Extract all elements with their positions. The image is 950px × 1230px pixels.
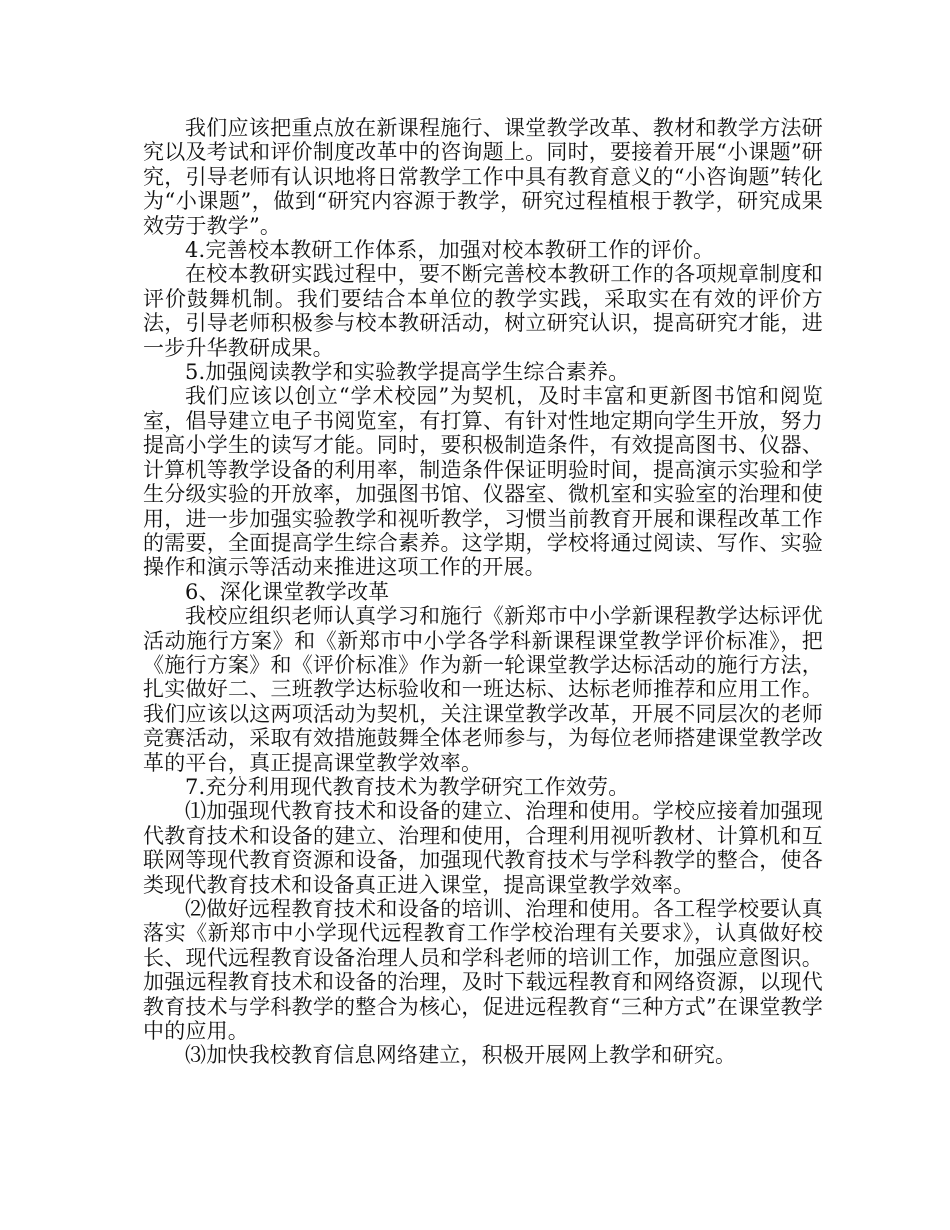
- document-body: [143, 116, 823, 1068]
- heading-item-6: 6、深化课堂教学改革: [185, 579, 390, 604]
- paragraph-item-6-body: 我校应组织老师认真学习和施行《新郑市中小学新课程教学达标评优活动施行方案》和《新郑市中小学各学科新课程课堂教学评价标准》，把《施行方案》和《评价标准》作为新一轮课堂教学达标活动的施行方法，扎实做好二、三班教学达标验收和一班达标、达标老师推荐和应用工作。我们应该以这两项活动为契机，关注课堂教学改革，开展不同层次的老师竞赛活动，采取有效措施鼓舞全体老师参与，为每位老师搭建课堂教学改革的平台，真正提高课堂教学效率。: [143, 604, 823, 775]
- heading-item-4: 4.完善校本教研工作体系，加强对校本教研工作的评价。: [185, 238, 715, 263]
- paragraph-item-7-1: ⑴加强现代教育技术和设备的建立、治理和使用。学校应接着加强现代教育技术和设备的建立、治理和使用，合理利用视听教材、计算机和互联网等现代教育资源和设备，加强现代教育技术与学科教学的整合，使各类现代教育技术和设备真正进入课堂，提高课堂教学效率。: [143, 799, 823, 897]
- paragraph-research-focus: 我们应该把重点放在新课程施行、课堂教学改革、教材和教学方法研究以及考试和评价制度改革中的咨询题上。同时，要接着开展“小课题”研究，引导老师有认识地将日常教学工作中具有教育意义的“小咨询题”转化为“小课题”，做到“研究内容源于教学，研究过程植根于教学，研究成果效劳于教学”。: [143, 116, 823, 238]
- paragraph-item-7-2: ⑵做好远程教育技术和设备的培训、治理和使用。各工程学校要认真落实《新郑市中小学现代远程教育工作学校治理有关要求》，认真做好校长、现代远程教育设备治理人员和学科老师的培训工作，加强应意图识。加强远程教育技术和设备的治理，及时下载远程教育和网络资源，以现代教育技术与学科教学的整合为核心，促进远程教育“三种方式”在课堂教学中的应用。: [143, 897, 823, 1044]
- paragraph-item-7-3: ⑶加快我校教育信息网络建立，积极开展网上教学和研究。: [185, 1043, 737, 1068]
- heading-item-7: 7.充分利用现代教育技术为教学研究工作效劳。: [185, 774, 630, 799]
- paragraph-item-4-body: 在校本教研实践过程中，要不断完善校本教研工作的各项规章制度和评价鼓舞机制。我们要结合本单位的教学实践，采取实在有效的评价方法，引导老师积极参与校本教研活动，树立研究认识，提高研究才能，进一步升华教研成果。: [143, 262, 823, 360]
- heading-item-5: 5.加强阅读教学和实验教学提高学生综合素养。: [185, 360, 630, 385]
- paragraph-item-5-body: 我们应该以创立“学术校园”为契机，及时丰富和更新图书馆和阅览室，倡导建立电子书阅览室，有打算、有针对性地定期向学生开放，努力提高小学生的读写才能。同时，要积极制造条件，有效提高图书、仪器、计算机等教学设备的利用率，制造条件保证明验时间，提高演示实验和学生分级实验的开放率，加强图书馆、仪器室、微机室和实验室的治理和使用，进一步加强实验教学和视听教学，习惯当前教育开展和课程改革工作的需要，全面提高学生综合素养。这学期，学校将通过阅读、写作、实验操作和演示等活动来推进这项工作的开展。: [143, 384, 823, 580]
